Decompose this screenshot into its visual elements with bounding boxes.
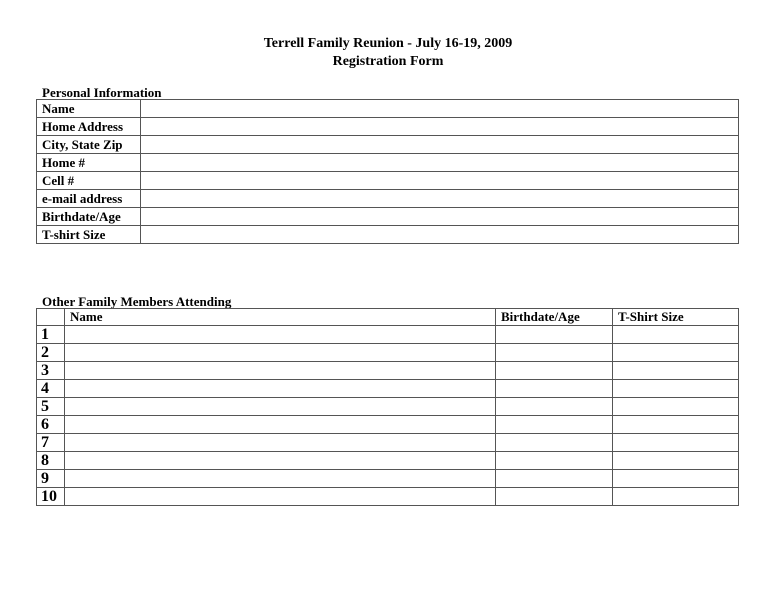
table-row: [37, 118, 739, 136]
field-label-email: e-mail address: [37, 190, 141, 208]
field-label-city-state-zip: City, State Zip: [37, 136, 141, 154]
table-row: [37, 452, 739, 470]
member-shirt-cell[interactable]: [613, 452, 739, 470]
field-label-home-phone: Home #: [37, 154, 141, 172]
member-name-cell[interactable]: [65, 434, 496, 452]
row-number: 5: [37, 398, 65, 416]
row-number: 6: [37, 416, 65, 434]
table-header-row: [37, 309, 739, 326]
member-name-cell[interactable]: [65, 362, 496, 380]
table-row: [37, 488, 739, 506]
row-number: 2: [37, 344, 65, 362]
member-shirt-cell[interactable]: [613, 398, 739, 416]
member-birthdate-cell[interactable]: [496, 470, 613, 488]
personal-info-heading: Personal Information: [42, 85, 162, 100]
table-row: [37, 226, 739, 244]
member-name-cell[interactable]: [65, 380, 496, 398]
member-name-cell[interactable]: [65, 344, 496, 362]
table-row: [37, 380, 739, 398]
member-name-cell[interactable]: [65, 416, 496, 434]
member-shirt-cell[interactable]: [613, 416, 739, 434]
table-row: [37, 470, 739, 488]
field-value-tshirt-size[interactable]: [141, 226, 739, 244]
member-birthdate-cell[interactable]: [496, 452, 613, 470]
member-shirt-cell[interactable]: [613, 344, 739, 362]
member-name-cell[interactable]: [65, 452, 496, 470]
table-row: [37, 154, 739, 172]
field-value-home-phone[interactable]: [141, 154, 739, 172]
member-name-cell[interactable]: [65, 326, 496, 344]
field-label-birthdate-age: Birthdate/Age: [37, 208, 141, 226]
table-row: [37, 208, 739, 226]
row-number: 10: [37, 488, 65, 506]
personal-info-table: [36, 99, 739, 244]
field-value-home-address[interactable]: [141, 118, 739, 136]
field-label-name: Name: [37, 100, 141, 118]
table-row: [37, 190, 739, 208]
field-value-birthdate-age[interactable]: [141, 208, 739, 226]
column-header-name: Name: [65, 309, 496, 326]
member-birthdate-cell[interactable]: [496, 434, 613, 452]
table-row: [37, 362, 739, 380]
member-shirt-cell[interactable]: [613, 434, 739, 452]
field-value-name[interactable]: [141, 100, 739, 118]
table-row: [37, 172, 739, 190]
table-row: [37, 100, 739, 118]
table-row: [37, 326, 739, 344]
member-name-cell[interactable]: [65, 470, 496, 488]
member-birthdate-cell[interactable]: [496, 488, 613, 506]
member-birthdate-cell[interactable]: [496, 344, 613, 362]
field-label-cell-phone: Cell #: [37, 172, 141, 190]
table-row: [37, 398, 739, 416]
column-header-tshirt-size: T-Shirt Size: [613, 309, 739, 326]
row-number: 9: [37, 470, 65, 488]
form-subtitle: Registration Form: [332, 54, 444, 69]
family-members-heading: Other Family Members Attending: [42, 294, 232, 309]
row-number: 7: [37, 434, 65, 452]
column-header-birthdate-age: Birthdate/Age: [496, 309, 613, 326]
table-row: [37, 344, 739, 362]
member-birthdate-cell[interactable]: [496, 398, 613, 416]
member-shirt-cell[interactable]: [613, 362, 739, 380]
field-value-cell-phone[interactable]: [141, 172, 739, 190]
field-value-city-state-zip[interactable]: [141, 136, 739, 154]
member-name-cell[interactable]: [65, 488, 496, 506]
family-members-table: [36, 308, 739, 506]
member-shirt-cell[interactable]: [613, 380, 739, 398]
row-number: 3: [37, 362, 65, 380]
member-birthdate-cell[interactable]: [496, 326, 613, 344]
member-birthdate-cell[interactable]: [496, 416, 613, 434]
field-label-tshirt-size: T-shirt Size: [37, 226, 141, 244]
row-number: 8: [37, 452, 65, 470]
column-header-number: [37, 309, 65, 326]
member-name-cell[interactable]: [65, 398, 496, 416]
member-birthdate-cell[interactable]: [496, 380, 613, 398]
row-number: 4: [37, 380, 65, 398]
field-value-email[interactable]: [141, 190, 739, 208]
member-birthdate-cell[interactable]: [496, 362, 613, 380]
row-number: 1: [37, 326, 65, 344]
table-row: [37, 434, 739, 452]
field-label-home-address: Home Address: [37, 118, 141, 136]
table-row: [37, 136, 739, 154]
member-shirt-cell[interactable]: [613, 470, 739, 488]
member-shirt-cell[interactable]: [613, 326, 739, 344]
form-title: Terrell Family Reunion - July 16-19, 2009: [263, 36, 513, 51]
member-shirt-cell[interactable]: [613, 488, 739, 506]
table-row: [37, 416, 739, 434]
